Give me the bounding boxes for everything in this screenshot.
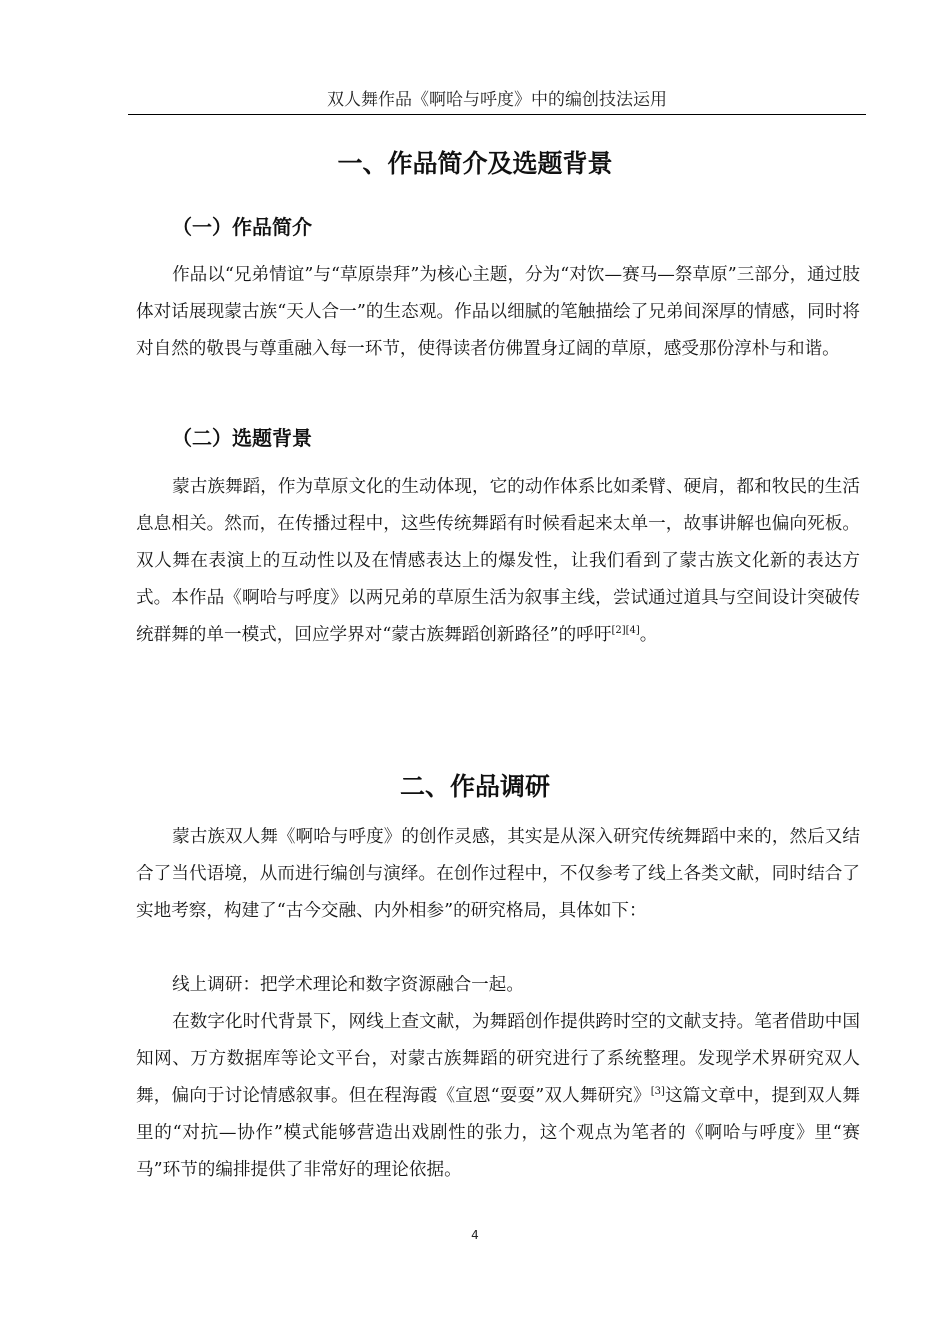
section-1-heading: 一、作品简介及选题背景 [337,149,613,178]
subsection-1-heading: （一）作品简介 [172,215,312,239]
citation-3: [3] [650,1086,665,1098]
citation-2-4: [2][4] [611,625,640,637]
subsection-1-paragraph: 作品以“兄弟情谊”与“草原崇拜”为核心主题，分为“对饮—赛马—祭草原”三部分，通过肢体对话展现蒙古族“天人合一”的生态观。作品以细腻的笔触描绘了兄弟间深厚的情感，同时将对自然的敬畏与尊重融入每一环节，使得读者仿佛置身辽阔的草原，感受那份淳朴与和谐。 [136,265,860,359]
subsection-2-paragraph [136,469,860,654]
section-2-paragraph-1: 蒙古族双人舞《啊哈与呼度》的创作灵感，其实是从深入研究传统舞蹈中来的，然后又结合了当代语境，从而进行编创与演绎。在创作过程中，不仅参考了线上各类文献，同时结合了实地考察，构建了“古今交融、内外相参”的研究格局，具体如下： [136,827,860,921]
section-2-paragraph-3 [136,1004,860,1189]
paragraph-3-text-after: 这篇文章中，提到双人舞里的“对抗—协作”模式能够营造出戏剧性的张力，这个观点为笔者的《啊哈与呼度》里“赛马”环节的编排提供了非常好的理论依据。 [136,1086,860,1180]
section-2-paragraph-2: 线上调研：把学术理论和数字资源融合一起。 [172,975,524,995]
subsection-2-heading: （二）选题背景 [172,426,312,450]
page-number: 4 [471,1228,479,1242]
subsection-2-end: 。 [639,625,658,645]
subsection-2-text: 蒙古族舞蹈，作为草原文化的生动体现，它的动作体系比如柔臂、硬肩，都和牧民的生活息息相关。然而，在传播过程中，这些传统舞蹈有时候看起来太单一，故事讲解也偏向死板。双人舞在表演上的互动性以及在情感表达上的爆发性，让我们看到了蒙古族文化新的表达方式。本作品《啊哈与呼度》以两兄弟的草原生活为叙事主线，尝试通过道具与空间设计突破传统群舞的单一模式，回应学界对“蒙古族舞蹈创新路径”的呼吁 [136,477,860,645]
header-divider [128,114,866,115]
section-2-heading: 二、作品调研 [399,772,550,801]
running-header-title: 双人舞作品《啊哈与呼度》中的编创技法运用 [327,90,667,110]
paragraph-3-text-before: 在数字化时代背景下，网线上查文献，为舞蹈创作提供跨时空的文献支持。笔者借助中国知网、万方数据库等论文平台，对蒙古族舞蹈的研究进行了系统整理。发现学术界研究双人舞，偏向于讨论情感叙事。但在程海霞《宣恩“耍耍”双人舞研究》 [136,1012,860,1106]
